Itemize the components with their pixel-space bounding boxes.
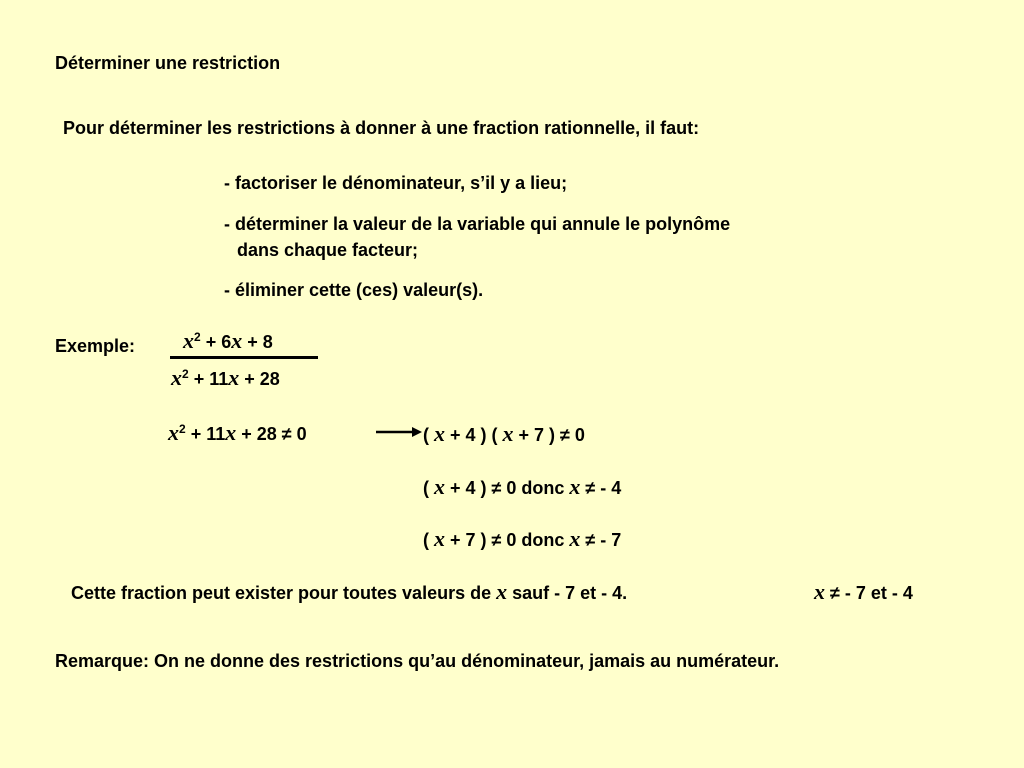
factor-two-restriction — [423, 528, 621, 550]
var-x: x — [183, 328, 194, 353]
var-x: x — [502, 421, 514, 446]
num-term1: + 6 — [200, 332, 232, 352]
var-x: x — [231, 328, 243, 353]
var-x: x — [496, 579, 508, 604]
fact-p3: + 7 ) ≠ 0 — [513, 425, 585, 445]
exponent: 2 — [182, 367, 189, 381]
conclusion-restriction — [814, 581, 913, 603]
step-eliminate: - éliminer cette (ces) valeur(s). — [224, 280, 484, 300]
l2-p1: ( — [423, 530, 434, 550]
exponent: 2 — [194, 330, 201, 344]
step-factorise: - factoriser le dénominateur, s’il y a lieu; — [224, 173, 568, 193]
fraction-denominator — [171, 367, 280, 389]
l1-p1: ( — [423, 478, 434, 498]
fraction-numerator — [183, 330, 273, 352]
example-label: Exemple: — [55, 336, 136, 356]
var-x: x — [569, 474, 581, 499]
right-arrow-icon — [376, 426, 422, 438]
var-x: x — [171, 365, 182, 390]
concl-p1: Cette fraction peut exister pour toutes valeurs de — [71, 583, 497, 603]
factored-equation — [423, 423, 585, 445]
step-determine-cont: dans chaque facteur; — [237, 240, 419, 260]
concl-p2: sauf - 7 et - 4. — [507, 583, 628, 603]
page-title: Déterminer une restriction — [55, 53, 281, 73]
denominator-equation — [168, 422, 307, 444]
num-term2: + 8 — [242, 332, 273, 352]
l2-p2: + 7 ) ≠ 0 donc — [445, 530, 570, 550]
eq-term2: + 28 ≠ 0 — [236, 424, 307, 444]
conclusion — [71, 581, 627, 603]
intro-text: Pour déterminer les restrictions à donner à une fraction rationnelle, il faut: — [63, 118, 700, 138]
l1-p2: + 4 ) ≠ 0 donc — [445, 478, 570, 498]
eq-term1: + 11 — [185, 424, 226, 444]
var-x: x — [814, 579, 825, 604]
fact-p2: + 4 ) ( — [445, 425, 503, 445]
den-term2: + 28 — [239, 369, 280, 389]
step-determine: - déterminer la valeur de la variable qui annule le polynôme — [224, 214, 731, 234]
l1-p3: ≠ - 4 — [580, 478, 622, 498]
var-x: x — [225, 420, 237, 445]
var-x: x — [434, 421, 445, 446]
var-x: x — [434, 474, 445, 499]
remark: Remarque: On ne donne des restrictions qu’au dénominateur, jamais au numérateur. — [55, 651, 780, 671]
var-x: x — [569, 526, 581, 551]
factor-one-restriction — [423, 476, 621, 498]
exponent: 2 — [179, 422, 186, 436]
fraction-bar — [170, 356, 318, 359]
den-term1: + 11 — [188, 369, 229, 389]
var-x: x — [168, 420, 179, 445]
l2-p3: ≠ - 7 — [580, 530, 622, 550]
concl-p3: ≠ - 7 et - 4 — [825, 583, 913, 603]
var-x: x — [228, 365, 240, 390]
fact-p1: ( — [423, 425, 434, 445]
var-x: x — [434, 526, 445, 551]
